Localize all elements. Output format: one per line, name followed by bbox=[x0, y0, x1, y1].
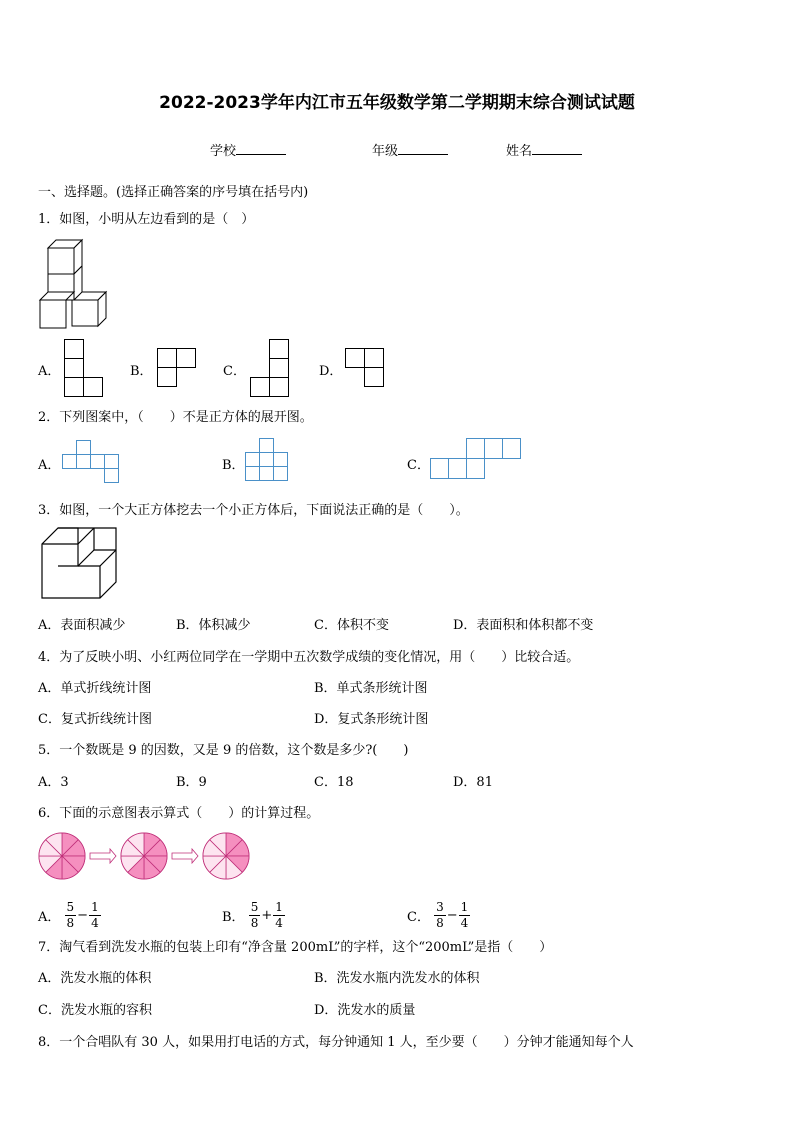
q7-option-a: A．洗发水瓶的体积 bbox=[38, 971, 152, 986]
q4-option-b: B．单式条形统计图 bbox=[314, 681, 428, 696]
question-8: 8．一个合唱队有 30 人，如果用打电话的方式，每分钟通知 1 人，至少要（ ）分钟才能通知每个人 bbox=[38, 1035, 634, 1050]
q1-option-d-view bbox=[345, 348, 385, 388]
q4-option-a: A．单式折线统计图 bbox=[38, 681, 152, 696]
q1-option-a-view bbox=[64, 339, 104, 397]
fraction-pie bbox=[203, 833, 249, 879]
question-6: 6．下面的示意图表示算式（ ）的计算过程。 bbox=[38, 806, 320, 821]
q2-option-c-label: C． bbox=[407, 458, 430, 473]
school-field: 学校 bbox=[210, 140, 286, 159]
q6-option-a: A． $\frac{5}{8}$ − $\frac{1}{4}$ bbox=[38, 900, 99, 930]
question-2: 2．下列图案中，（ ）不是正方体的展开图。 bbox=[38, 410, 313, 425]
q5-option-c: C．18 bbox=[314, 775, 354, 790]
q3-option-c: C．体积不变 bbox=[314, 618, 389, 633]
arrow-right-icon bbox=[90, 849, 116, 863]
q1-cube-stack-figure bbox=[38, 238, 110, 332]
q1-option-d-label: D． bbox=[319, 364, 343, 379]
q4-option-c: C．复式折线统计图 bbox=[38, 712, 152, 727]
fraction-pie bbox=[39, 833, 85, 879]
q7-option-b: B．洗发水瓶内洗发水的体积 bbox=[314, 971, 480, 986]
section-heading: 一、选择题。(选择正确答案的序号填在括号内) bbox=[38, 185, 309, 200]
q1-option-c-view bbox=[250, 339, 290, 397]
q2-option-c-net bbox=[430, 438, 524, 484]
q2-option-a-net bbox=[62, 440, 122, 484]
q2-option-b-net bbox=[245, 438, 291, 484]
q6-option-c: C． $\frac{3}{8}$ − $\frac{1}{4}$ bbox=[407, 900, 469, 930]
q3-option-d: D．表面积和体积都不变 bbox=[453, 618, 594, 633]
grade-field: 年级 bbox=[372, 140, 448, 159]
q2-option-b-label: B． bbox=[222, 458, 245, 473]
q7-option-d: D．洗发水的质量 bbox=[314, 1003, 416, 1018]
question-7: 7．淘气看到洗发水瓶的包装上印有“净含量 200mL”的字样，这个“200mL”是指（ ） bbox=[38, 940, 553, 955]
q6-fraction-pies-figure bbox=[38, 830, 253, 882]
q3-option-b: B．体积减少 bbox=[176, 618, 251, 633]
name-field: 姓名 bbox=[506, 140, 582, 159]
q4-option-d: D．复式条形统计图 bbox=[314, 712, 429, 727]
q1-option-a-label: A． bbox=[38, 364, 61, 379]
q6-option-b: B． $\frac{5}{8}$ + $\frac{1}{4}$ bbox=[222, 900, 283, 930]
q5-option-a: A．3 bbox=[38, 775, 69, 790]
question-5: 5．一个数既是 9 的因数，又是 9 的倍数，这个数是多少?( ) bbox=[38, 743, 409, 758]
q7-option-c: C．洗发水瓶的容积 bbox=[38, 1003, 152, 1018]
q5-option-b: B．9 bbox=[176, 775, 207, 790]
question-1: 1．如图，小明从左边看到的是（ ） bbox=[38, 212, 255, 227]
q1-option-b-view bbox=[157, 348, 197, 388]
question-4: 4．为了反映小明、小红两位同学在一学期中五次数学成绩的变化情况，用（ ）比较合适。 bbox=[38, 650, 580, 665]
q2-option-a-label: A． bbox=[38, 458, 61, 473]
q5-option-d: D．81 bbox=[453, 775, 493, 790]
arrow-right-icon bbox=[172, 849, 198, 863]
q1-option-c-label: C． bbox=[223, 364, 246, 379]
fraction-pie bbox=[121, 833, 167, 879]
q3-option-a: A．表面积减少 bbox=[38, 618, 126, 633]
q3-hollowed-cube-figure bbox=[40, 526, 120, 600]
q1-option-b-label: B． bbox=[130, 364, 153, 379]
page-title: 2022-2023学年内江市五年级数学第二学期期末综合测试试题 bbox=[159, 93, 635, 113]
question-3: 3．如图，一个大正方体挖去一个小正方体后，下面说法正确的是（ ）。 bbox=[38, 503, 469, 518]
